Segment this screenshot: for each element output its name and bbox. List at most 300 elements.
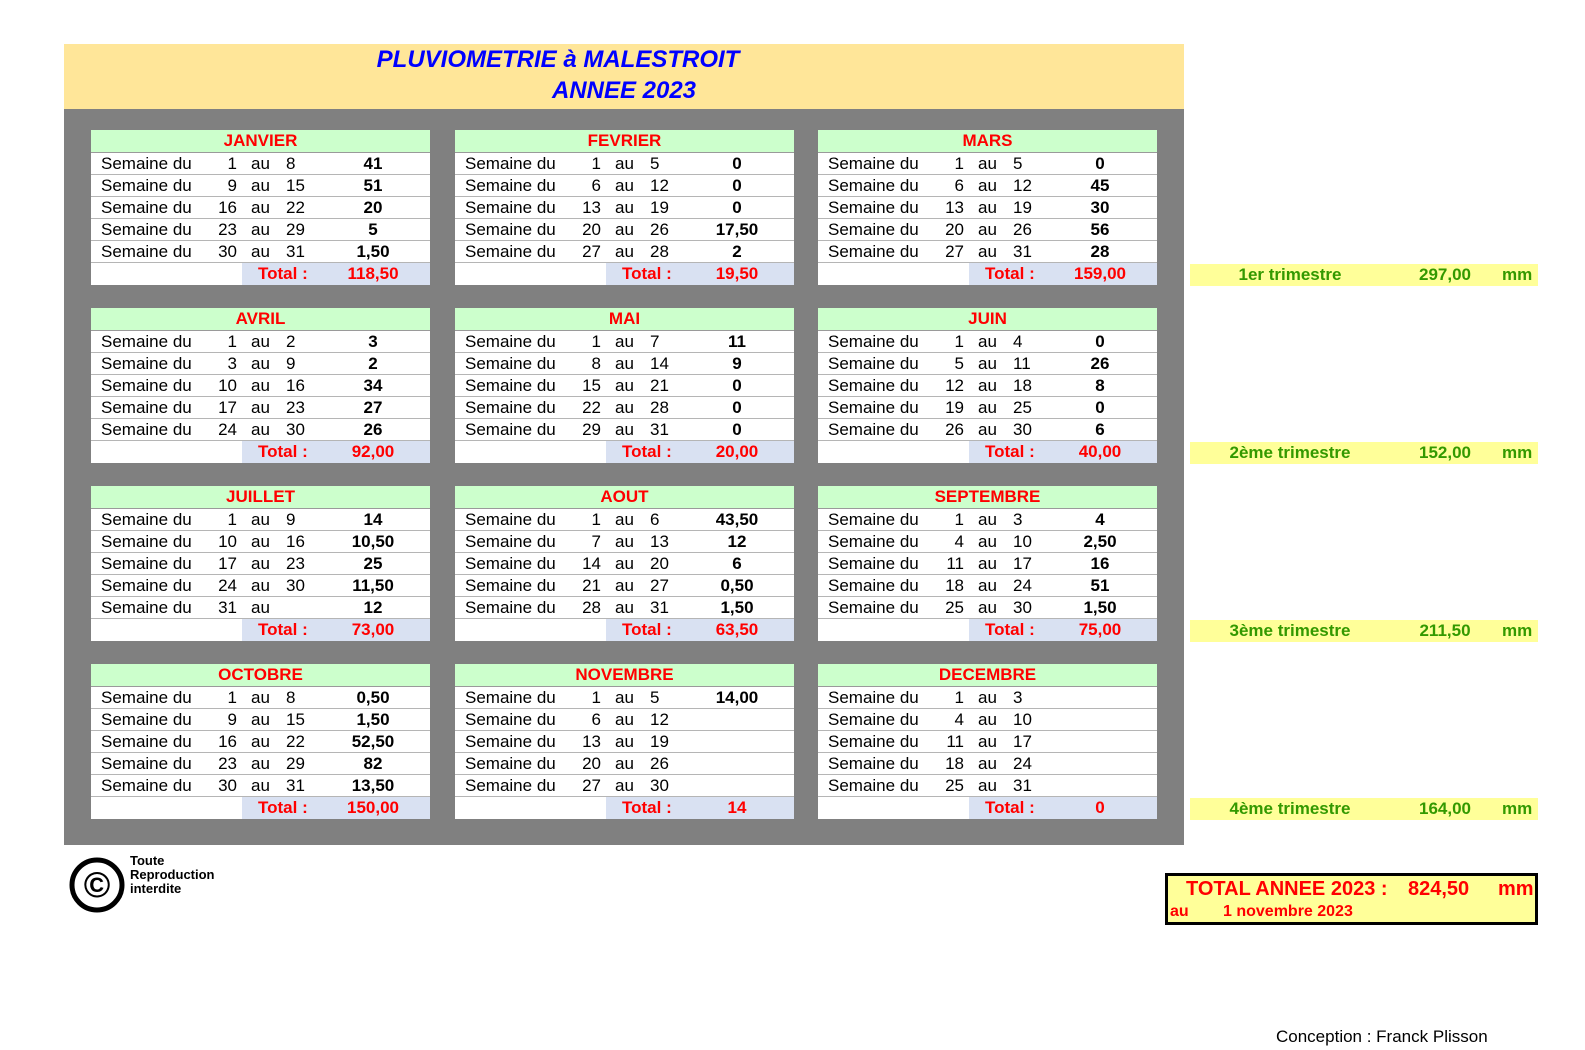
week-au-label: au xyxy=(615,154,634,173)
week-label: Semaine du xyxy=(828,598,919,617)
week-row xyxy=(91,219,430,241)
week-row xyxy=(818,575,1157,597)
week-row xyxy=(91,353,430,375)
week-end-day: 30 xyxy=(650,776,669,795)
week-au-label: au xyxy=(251,242,270,261)
week-row xyxy=(818,553,1157,575)
week-label: Semaine du xyxy=(465,242,556,261)
month-name: JANVIER xyxy=(91,130,430,153)
quarter-unit: mm xyxy=(1502,799,1533,818)
week-end-day: 31 xyxy=(650,598,669,617)
week-end-day: 14 xyxy=(650,354,669,373)
month-total-row xyxy=(91,619,430,641)
week-label: Semaine du xyxy=(101,154,192,173)
week-start-day: 1 xyxy=(591,688,601,707)
week-row xyxy=(455,375,794,397)
week-start-day: 30 xyxy=(218,776,237,795)
week-start-day: 6 xyxy=(954,176,964,195)
week-label: Semaine du xyxy=(465,198,556,217)
week-row xyxy=(455,219,794,241)
week-label: Semaine du xyxy=(828,688,919,707)
week-row xyxy=(91,597,430,619)
week-end-day: 8 xyxy=(286,154,296,173)
week-start-day: 28 xyxy=(582,598,601,617)
month-total-value: 118,50 xyxy=(347,264,399,283)
month-table xyxy=(818,664,1157,819)
week-label: Semaine du xyxy=(828,554,919,573)
week-row xyxy=(91,531,430,553)
month-total-cell xyxy=(969,263,1157,285)
week-rainfall: 51 xyxy=(1090,576,1110,595)
week-au-label: au xyxy=(615,376,634,395)
week-au-label: au xyxy=(615,576,634,595)
month-name: DECEMBRE xyxy=(818,664,1157,687)
week-label: Semaine du xyxy=(828,220,919,239)
week-row xyxy=(818,419,1157,441)
title-band xyxy=(64,44,1184,109)
week-label: Semaine du xyxy=(828,154,919,173)
week-end-day: 5 xyxy=(650,688,660,707)
week-au-label: au xyxy=(978,354,997,373)
week-row xyxy=(818,775,1157,797)
week-start-day: 13 xyxy=(582,732,601,751)
week-label: Semaine du xyxy=(101,732,192,751)
week-au-label: au xyxy=(615,420,634,439)
week-start-day: 1 xyxy=(227,510,237,529)
month-total-label: Total : xyxy=(985,798,1035,817)
week-end-day: 7 xyxy=(650,332,660,351)
week-row xyxy=(91,419,430,441)
week-end-day: 11 xyxy=(1013,354,1031,373)
month-table xyxy=(455,486,794,641)
week-au-label: au xyxy=(615,688,634,707)
quarter-value: 297,00 xyxy=(1419,265,1471,284)
week-au-label: au xyxy=(978,332,997,351)
week-start-day: 23 xyxy=(218,220,237,239)
quarter-unit: mm xyxy=(1502,621,1533,640)
month-total-label: Total : xyxy=(258,798,308,817)
week-end-day: 9 xyxy=(286,354,296,373)
week-end-day: 30 xyxy=(286,420,305,439)
week-au-label: au xyxy=(615,332,634,351)
week-row xyxy=(818,709,1157,731)
week-au-label: au xyxy=(978,776,997,795)
week-row xyxy=(818,597,1157,619)
week-row xyxy=(455,331,794,353)
week-row xyxy=(91,687,430,709)
week-start-day: 20 xyxy=(582,754,601,773)
week-row xyxy=(455,531,794,553)
month-total-row xyxy=(818,619,1157,641)
week-au-label: au xyxy=(251,732,270,751)
week-start-day: 4 xyxy=(954,532,964,551)
week-start-day: 27 xyxy=(582,776,601,795)
week-au-label: au xyxy=(615,776,634,795)
week-au-label: au xyxy=(251,776,270,795)
week-rainfall: 1,50 xyxy=(1083,598,1117,617)
week-start-day: 20 xyxy=(582,220,601,239)
week-au-label: au xyxy=(251,532,270,551)
week-rainfall: 14,00 xyxy=(715,688,759,707)
week-end-day: 6 xyxy=(650,510,660,529)
week-row xyxy=(818,197,1157,219)
month-total-row xyxy=(818,797,1157,819)
week-row xyxy=(818,731,1157,753)
week-start-day: 1 xyxy=(227,154,237,173)
week-start-day: 9 xyxy=(227,710,237,729)
week-start-day: 24 xyxy=(218,576,237,595)
week-start-day: 5 xyxy=(954,354,964,373)
week-au-label: au xyxy=(251,198,270,217)
week-end-day: 23 xyxy=(286,398,305,417)
week-row xyxy=(455,241,794,263)
week-au-label: au xyxy=(978,220,997,239)
quarter-value: 211,50 xyxy=(1419,621,1471,640)
week-row xyxy=(818,509,1157,531)
week-label: Semaine du xyxy=(101,776,192,795)
week-label: Semaine du xyxy=(101,576,192,595)
month-total-label: Total : xyxy=(985,264,1035,283)
month-name: NOVEMBRE xyxy=(455,664,794,687)
week-start-day: 25 xyxy=(945,598,964,617)
week-au-label: au xyxy=(251,688,270,707)
month-total-row xyxy=(91,441,430,463)
copyright-icon xyxy=(68,856,126,914)
week-end-day: 28 xyxy=(650,398,669,417)
week-start-day: 19 xyxy=(945,398,964,417)
week-rainfall: 43,50 xyxy=(715,510,759,529)
week-row xyxy=(455,709,794,731)
week-au-label: au xyxy=(615,198,634,217)
week-start-day: 8 xyxy=(591,354,601,373)
month-table xyxy=(91,664,430,819)
week-rainfall: 13,50 xyxy=(351,776,395,795)
week-start-day: 31 xyxy=(218,598,237,617)
week-label: Semaine du xyxy=(465,754,556,773)
week-au-label: au xyxy=(251,220,270,239)
week-end-day: 5 xyxy=(650,154,660,173)
week-start-day: 26 xyxy=(945,420,964,439)
week-start-day: 16 xyxy=(218,732,237,751)
week-label: Semaine du xyxy=(101,398,192,417)
week-start-day: 1 xyxy=(591,510,601,529)
week-rainfall: 0 xyxy=(1095,332,1105,351)
week-row xyxy=(91,575,430,597)
week-rainfall: 8 xyxy=(1095,376,1105,395)
week-row xyxy=(455,353,794,375)
week-row xyxy=(455,175,794,197)
week-row xyxy=(455,753,794,775)
month-table xyxy=(91,308,430,463)
week-end-day: 24 xyxy=(1013,754,1032,773)
week-start-day: 12 xyxy=(945,376,964,395)
week-start-day: 20 xyxy=(945,220,964,239)
week-start-day: 4 xyxy=(954,710,964,729)
week-start-day: 24 xyxy=(218,420,237,439)
week-rainfall: 41 xyxy=(363,154,383,173)
month-total-cell xyxy=(242,441,430,463)
week-start-day: 25 xyxy=(945,776,964,795)
month-name: MAI xyxy=(455,308,794,331)
week-end-day: 2 xyxy=(286,332,296,351)
quarter-value: 152,00 xyxy=(1419,443,1471,462)
week-end-day: 15 xyxy=(286,176,305,195)
week-start-day: 6 xyxy=(591,176,601,195)
month-total-row xyxy=(91,797,430,819)
week-rainfall: 0 xyxy=(732,176,742,195)
week-label: Semaine du xyxy=(101,688,192,707)
week-row xyxy=(818,753,1157,775)
week-start-day: 16 xyxy=(218,198,237,217)
week-rainfall: 26 xyxy=(1090,354,1110,373)
week-start-day: 1 xyxy=(227,332,237,351)
week-end-day: 30 xyxy=(1013,420,1032,439)
month-total-cell xyxy=(606,619,794,641)
month-total-cell xyxy=(969,619,1157,641)
week-au-label: au xyxy=(251,554,270,573)
month-name: JUILLET xyxy=(91,486,430,509)
week-end-day: 9 xyxy=(286,510,296,529)
week-end-day: 21 xyxy=(650,376,669,395)
page-title: PLUVIOMETRIE à MALESTROIT xyxy=(376,46,740,73)
week-rainfall: 30 xyxy=(1090,198,1110,217)
week-rainfall: 0 xyxy=(732,420,742,439)
month-total-label: Total : xyxy=(622,798,672,817)
month-total-value: 40,00 xyxy=(1078,442,1122,461)
week-start-day: 13 xyxy=(582,198,601,217)
year-total-box xyxy=(1165,873,1538,925)
week-label: Semaine du xyxy=(101,710,192,729)
week-label: Semaine du xyxy=(101,198,192,217)
month-table xyxy=(818,130,1157,285)
copyright-symbol: © xyxy=(83,864,111,905)
week-au-label: au xyxy=(615,598,634,617)
week-au-label: au xyxy=(251,376,270,395)
week-row xyxy=(455,397,794,419)
week-start-day: 1 xyxy=(954,688,964,707)
week-end-day: 13 xyxy=(650,532,669,551)
month-name: MARS xyxy=(818,130,1157,153)
week-label: Semaine du xyxy=(465,176,556,195)
week-start-day: 10 xyxy=(218,532,237,551)
week-start-day: 13 xyxy=(945,198,964,217)
week-end-day: 31 xyxy=(1013,776,1032,795)
week-rainfall: 0 xyxy=(1095,154,1105,173)
week-label: Semaine du xyxy=(828,332,919,351)
month-total-value: 75,00 xyxy=(1078,620,1122,639)
week-label: Semaine du xyxy=(465,598,556,617)
week-end-day: 31 xyxy=(650,420,669,439)
month-total-value: 73,00 xyxy=(351,620,395,639)
week-au-label: au xyxy=(251,420,270,439)
week-start-day: 17 xyxy=(218,554,237,573)
week-au-label: au xyxy=(978,154,997,173)
copyright-line: Toute xyxy=(130,853,165,868)
week-end-day: 31 xyxy=(286,776,305,795)
month-total-value: 20,00 xyxy=(715,442,759,461)
month-table xyxy=(818,486,1157,641)
week-row xyxy=(455,575,794,597)
quarter-total-row xyxy=(1190,264,1538,286)
week-label: Semaine du xyxy=(465,376,556,395)
week-end-day: 22 xyxy=(286,198,305,217)
week-rainfall: 0,50 xyxy=(356,688,390,707)
week-label: Semaine du xyxy=(828,710,919,729)
month-total-row xyxy=(455,797,794,819)
quarter-unit: mm xyxy=(1502,265,1533,284)
week-end-day: 3 xyxy=(1013,688,1023,707)
month-total-row xyxy=(818,441,1157,463)
week-end-day: 31 xyxy=(1013,242,1032,261)
week-row xyxy=(91,375,430,397)
week-label: Semaine du xyxy=(465,532,556,551)
week-au-label: au xyxy=(251,154,270,173)
week-label: Semaine du xyxy=(101,176,192,195)
week-rainfall: 26 xyxy=(363,420,383,439)
week-label: Semaine du xyxy=(101,354,192,373)
week-rainfall: 1,50 xyxy=(356,242,390,261)
week-rainfall: 11,50 xyxy=(352,576,394,595)
week-row xyxy=(91,753,430,775)
week-row xyxy=(455,687,794,709)
week-end-day: 17 xyxy=(1013,732,1032,751)
week-row xyxy=(91,153,430,175)
week-label: Semaine du xyxy=(828,532,919,551)
month-name: AOUT xyxy=(455,486,794,509)
month-total-label: Total : xyxy=(258,620,308,639)
week-rainfall: 2,50 xyxy=(1083,532,1117,551)
week-row xyxy=(455,153,794,175)
week-start-day: 22 xyxy=(582,398,601,417)
month-total-label: Total : xyxy=(622,620,672,639)
week-label: Semaine du xyxy=(828,376,919,395)
quarter-total-row xyxy=(1190,442,1538,464)
week-start-day: 21 xyxy=(582,576,601,595)
week-label: Semaine du xyxy=(828,732,919,751)
year-total-date-prefix: au xyxy=(1170,903,1189,920)
week-end-day: 16 xyxy=(286,376,305,395)
month-total-cell xyxy=(242,619,430,641)
week-start-day: 1 xyxy=(591,154,601,173)
week-start-day: 18 xyxy=(945,576,964,595)
week-au-label: au xyxy=(978,554,997,573)
week-end-day: 8 xyxy=(286,688,296,707)
week-rainfall: 82 xyxy=(363,754,383,773)
week-row xyxy=(818,153,1157,175)
week-end-day: 19 xyxy=(650,198,669,217)
week-row xyxy=(455,553,794,575)
week-row xyxy=(91,731,430,753)
week-end-day: 17 xyxy=(1013,554,1032,573)
month-total-value: 63,50 xyxy=(715,620,759,639)
week-au-label: au xyxy=(615,242,634,261)
month-total-row xyxy=(455,441,794,463)
month-total-cell xyxy=(242,797,430,819)
month-total-label: Total : xyxy=(258,442,308,461)
month-total-value: 19,50 xyxy=(715,264,759,283)
month-total-cell xyxy=(969,441,1157,463)
week-label: Semaine du xyxy=(465,710,556,729)
month-total-label: Total : xyxy=(985,620,1035,639)
week-rainfall: 51 xyxy=(363,176,383,195)
month-name: FEVRIER xyxy=(455,130,794,153)
week-row xyxy=(455,597,794,619)
week-start-day: 1 xyxy=(954,332,964,351)
month-name: OCTOBRE xyxy=(91,664,430,687)
week-start-day: 3 xyxy=(227,354,237,373)
month-total-cell xyxy=(242,263,430,285)
week-end-day: 4 xyxy=(1013,332,1023,351)
quarter-unit: mm xyxy=(1502,443,1533,462)
week-row xyxy=(91,241,430,263)
week-au-label: au xyxy=(978,576,997,595)
week-row xyxy=(455,509,794,531)
week-row xyxy=(818,397,1157,419)
week-row xyxy=(818,375,1157,397)
month-total-label: Total : xyxy=(985,442,1035,461)
week-end-day: 3 xyxy=(1013,510,1023,529)
copyright-text xyxy=(130,854,215,896)
week-au-label: au xyxy=(978,242,997,261)
week-rainfall: 17,50 xyxy=(715,220,759,239)
week-rainfall: 14 xyxy=(363,510,383,529)
week-label: Semaine du xyxy=(101,554,192,573)
week-au-label: au xyxy=(615,510,634,529)
month-table xyxy=(818,308,1157,463)
week-au-label: au xyxy=(978,710,997,729)
week-end-day: 26 xyxy=(1013,220,1032,239)
week-row xyxy=(818,219,1157,241)
week-row xyxy=(818,241,1157,263)
week-rainfall: 6 xyxy=(1095,420,1105,439)
week-au-label: au xyxy=(978,376,997,395)
month-table xyxy=(455,308,794,463)
week-label: Semaine du xyxy=(465,776,556,795)
month-total-cell xyxy=(606,263,794,285)
week-label: Semaine du xyxy=(101,376,192,395)
week-end-day: 15 xyxy=(286,710,305,729)
week-start-day: 15 xyxy=(582,376,601,395)
month-total-cell xyxy=(606,797,794,819)
week-row xyxy=(818,531,1157,553)
week-start-day: 27 xyxy=(945,242,964,261)
quarter-total-row xyxy=(1190,798,1538,820)
week-label: Semaine du xyxy=(465,154,556,173)
week-au-label: au xyxy=(978,198,997,217)
week-row xyxy=(91,397,430,419)
week-end-day: 24 xyxy=(1013,576,1032,595)
week-label: Semaine du xyxy=(828,242,919,261)
week-au-label: au xyxy=(251,576,270,595)
week-start-day: 23 xyxy=(218,754,237,773)
week-label: Semaine du xyxy=(465,398,556,417)
week-au-label: au xyxy=(615,220,634,239)
quarter-label: 1er trimestre xyxy=(1238,265,1342,284)
week-rainfall: 56 xyxy=(1090,220,1110,239)
week-au-label: au xyxy=(251,754,270,773)
week-au-label: au xyxy=(615,532,634,551)
week-label: Semaine du xyxy=(828,510,919,529)
month-total-label: Total : xyxy=(622,442,672,461)
week-label: Semaine du xyxy=(101,510,192,529)
week-au-label: au xyxy=(978,732,997,751)
week-start-day: 10 xyxy=(218,376,237,395)
week-au-label: au xyxy=(978,598,997,617)
week-end-day: 16 xyxy=(286,532,305,551)
week-row xyxy=(91,175,430,197)
week-label: Semaine du xyxy=(828,420,919,439)
week-au-label: au xyxy=(978,532,997,551)
